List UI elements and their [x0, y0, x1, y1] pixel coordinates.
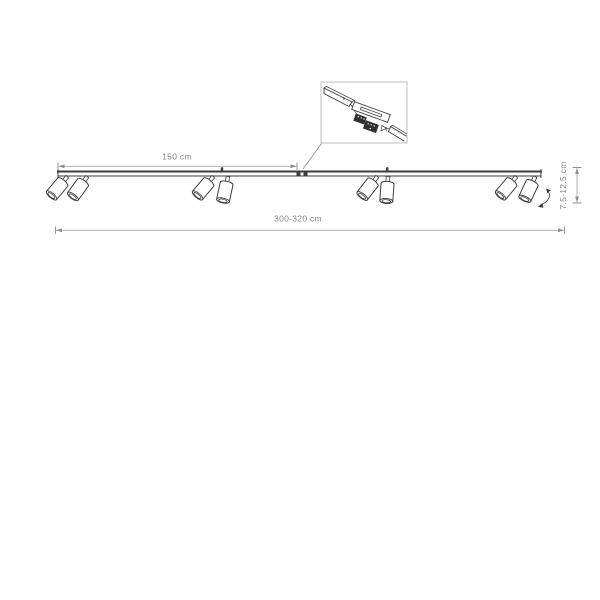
spotlight-head-1: [45, 172, 72, 201]
spotlight-head-5: [356, 173, 383, 202]
ceiling-mount-stud: [221, 167, 223, 171]
dimension-head-height: [558, 161, 582, 209]
dimension-total-length: [56, 214, 565, 235]
segment-length-label: 150 cm: [162, 151, 192, 162]
ceiling-mount-stud: [386, 167, 388, 171]
spotlight-head-6: [380, 176, 395, 204]
spotlight-head-3: [191, 172, 218, 201]
spotlight-head-2: [66, 173, 92, 202]
spotlight-head-8: [518, 174, 541, 204]
leader-line: [303, 144, 322, 170]
head-height-label: 7.5-12.5 cm: [558, 161, 568, 210]
track-junction-connector: [297, 172, 308, 176]
rotation-arrow-icon: [538, 189, 551, 208]
total-length-label: 300-320 cm: [274, 213, 322, 224]
spotlight-head-7: [494, 172, 521, 201]
dimension-segment-length: [58, 152, 297, 171]
connector-detail-inset: [321, 82, 407, 143]
ceiling-track: [58, 167, 541, 177]
spotlight-head-4: [216, 175, 234, 204]
